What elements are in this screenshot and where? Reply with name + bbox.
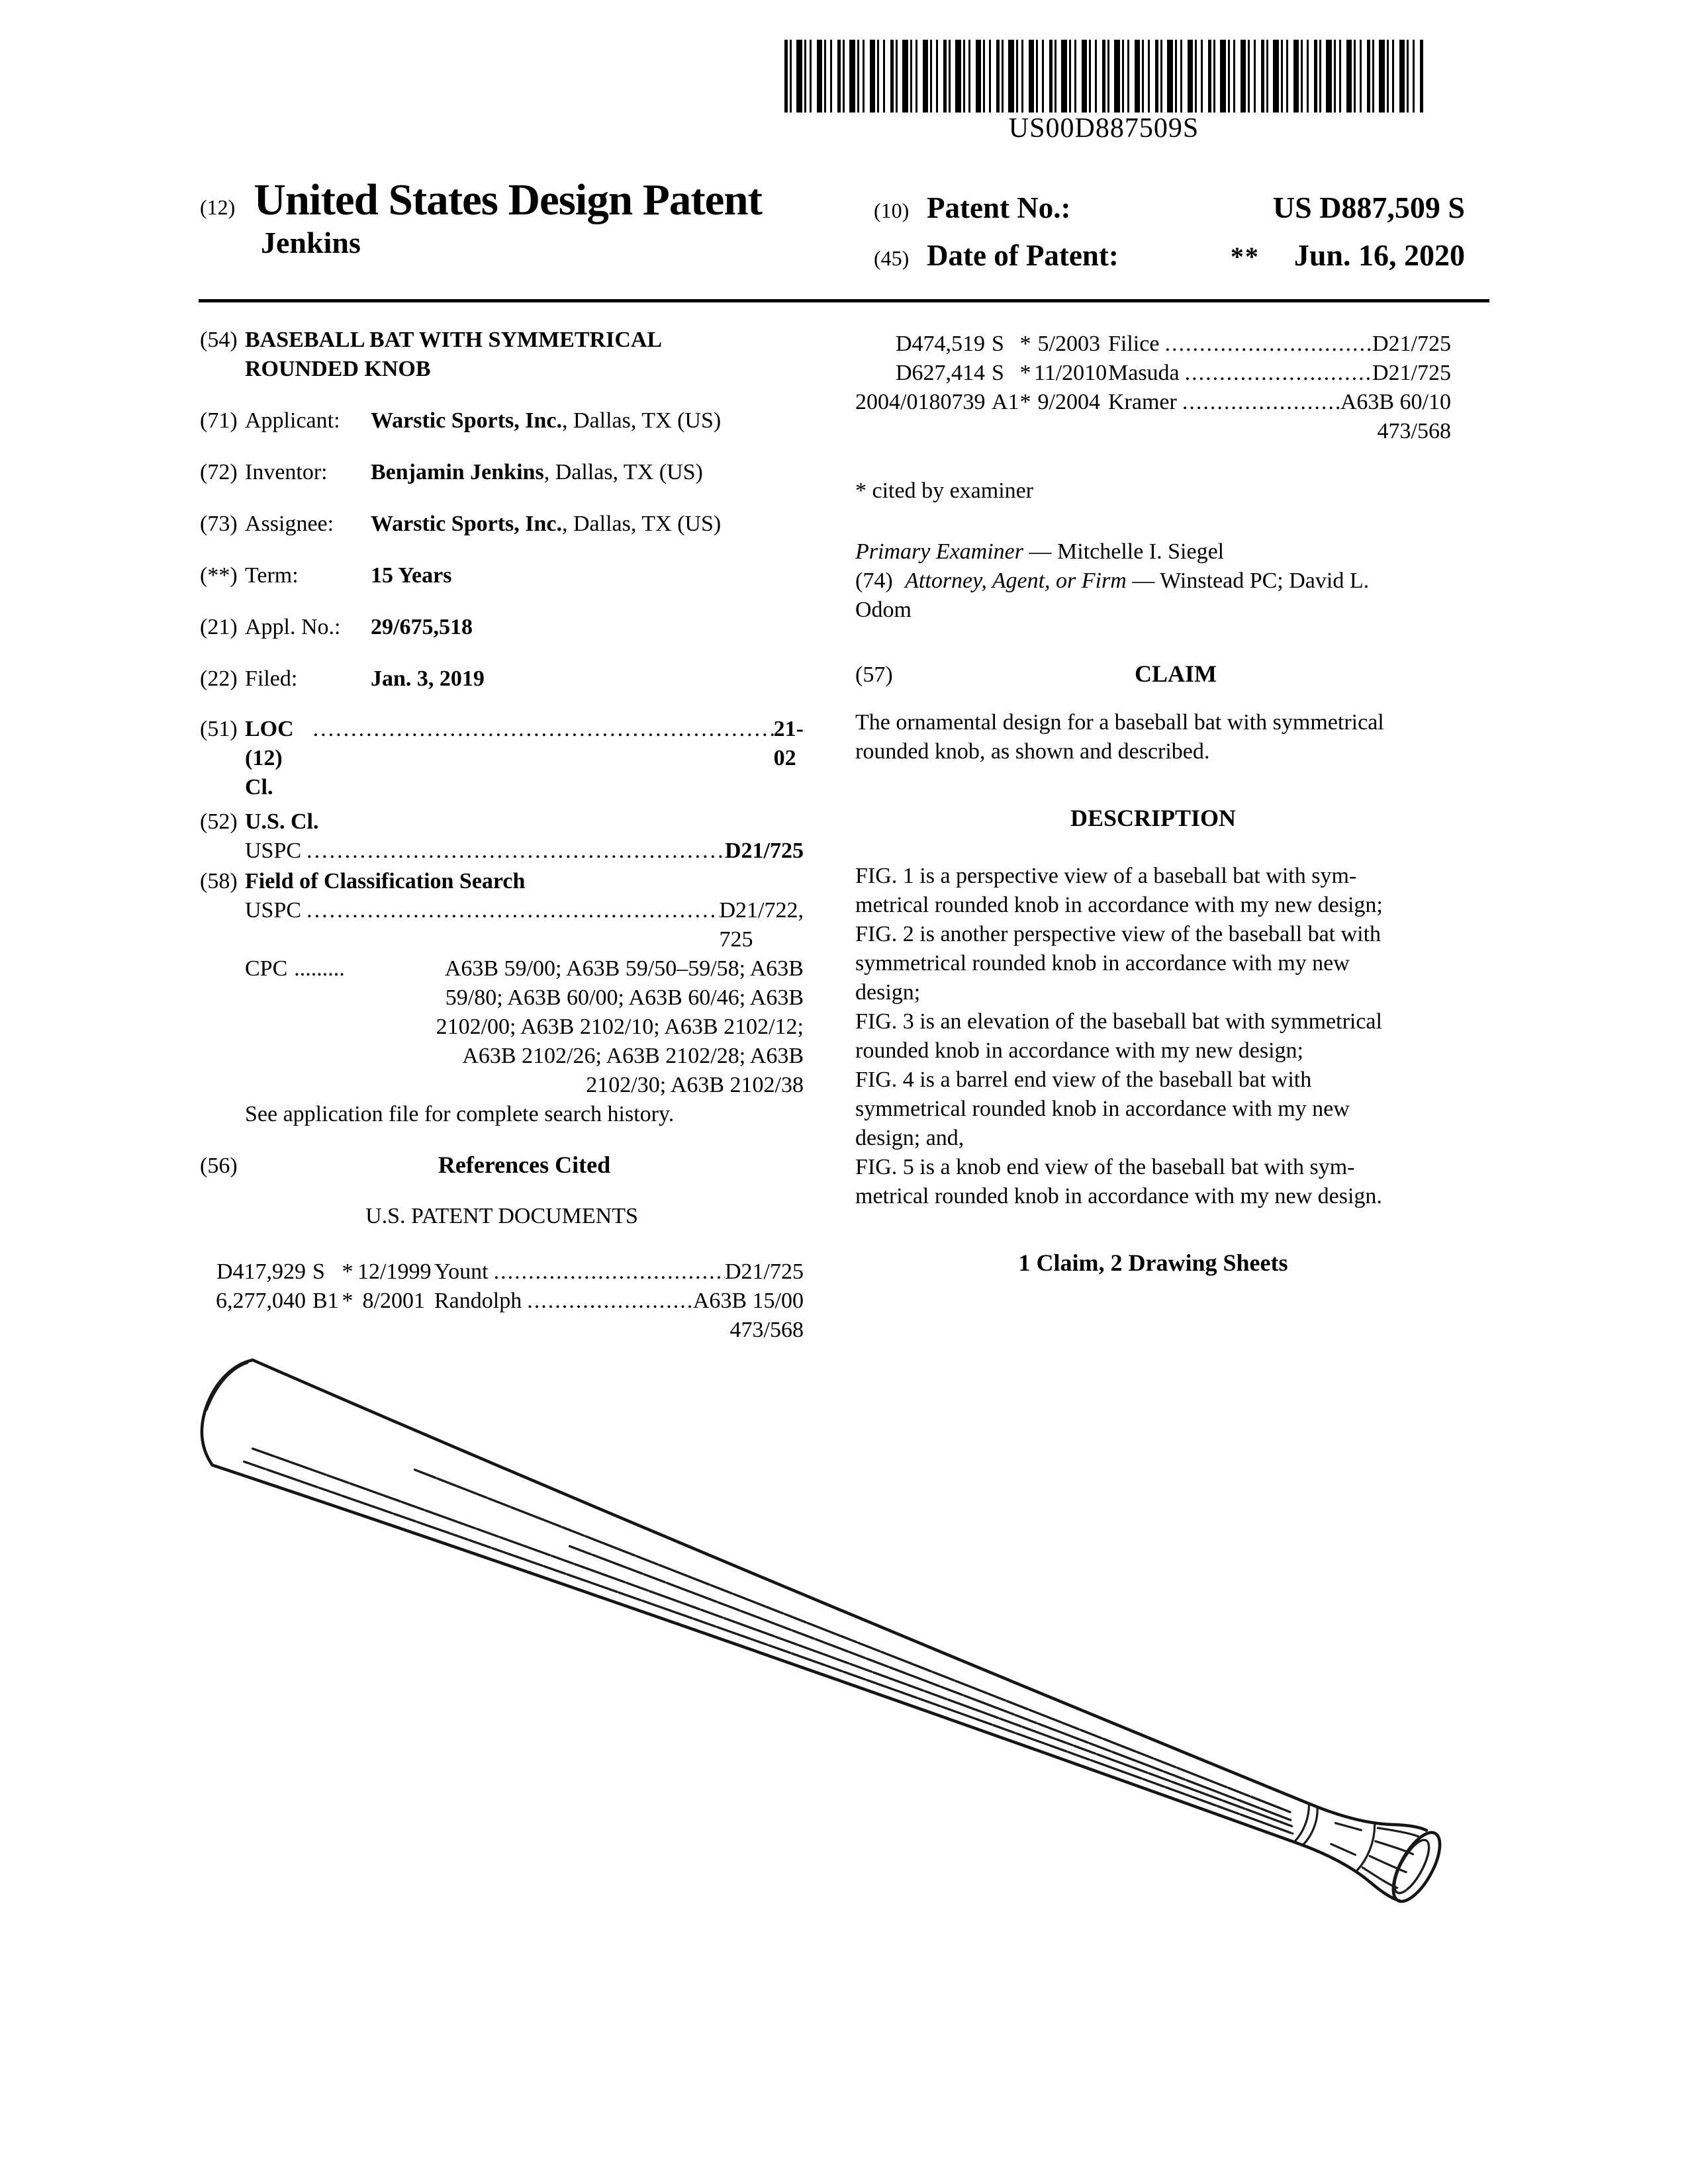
attorney-ins-code: (74) — [855, 569, 893, 593]
bat-contour-line — [570, 1544, 1291, 1823]
right-column — [855, 330, 1451, 1277]
bat-top-edge — [240, 1360, 1323, 1804]
field-assignee: (73) Assignee: Warstic Sports, Inc., Dallas, TX (US) — [200, 510, 804, 539]
inventor-label: Inventor: — [245, 460, 328, 484]
header-divider — [199, 299, 1489, 302]
bat-grain-mark — [1331, 1844, 1356, 1854]
filed-label: Filed: — [245, 666, 298, 691]
term-value: 15 Years — [371, 563, 452, 588]
cited-by-examiner-note: * cited by examiner — [855, 478, 1034, 503]
dot-leader — [301, 896, 719, 925]
cpc-continuation: 59/80; A63B 60/00; A63B 60/46; A63B 2102/00; A63B 2102/10; A63B 2102/12; A63B 2102/26; A63B 2102/28; A63B 2102/30; A63B 2102/38 — [436, 985, 804, 1097]
field-search-label: Field of Classification Search — [245, 869, 526, 893]
field-title: (54) BASEBALL BAT WITH SYMMETRICAL ROUNDED KNOB — [200, 326, 804, 384]
barcode-number: US00D887509S — [1008, 113, 1199, 144]
primary-examiner-label: Primary Examiner — [855, 539, 1024, 564]
date-of-patent-label: Date of Patent: — [927, 239, 1119, 272]
bat-contour-line — [412, 1470, 1292, 1812]
uspc-label: USPC — [245, 839, 302, 863]
assignee-name: Warstic Sports, Inc. — [371, 512, 562, 536]
dot-leader — [301, 837, 725, 866]
citation-row: D627,414 S * 11/2010 Masuda ..... D21/725 — [855, 359, 1451, 388]
dot-leader — [1159, 330, 1372, 359]
field-term: (**) Term: 15 Years — [200, 561, 804, 590]
citation-row: D417,929 S * 12/1999 Yount ..... D21/725 — [200, 1257, 804, 1287]
field-loc-class: (51) LOC (12) Cl. ..... 21-02 — [200, 715, 804, 802]
description-heading: DESCRIPTION — [1070, 805, 1237, 831]
claim-section: (57) CLAIM — [855, 659, 1451, 690]
bat-contour-line — [253, 1430, 1292, 1844]
dot-leader — [1177, 388, 1340, 417]
us-cl-label: U.S. Cl. — [245, 809, 319, 834]
description-text: FIG. 1 is a perspective view of a baseball bat with sym- metrical rounded knob in accordance with my new design; FIG. 2 is another perspective view of the baseball bat with symmetrical rounded knob in accordance with my new design; FIG. 3 is an elevation of the baseball bat with symmetrical rounded knob in accordance with my new design; FIG. 4 is a barrel end view of the baseball bat with symmetrical rounded knob in accordance with my new design; and, FIG. 5 is a knob end view of the baseball bat with sym- metrical rounded knob in accordance with my new design. — [855, 864, 1383, 1208]
term-label: Term: — [245, 563, 299, 588]
patent-no-label: Patent No.: — [927, 191, 1071, 224]
primary-examiner-name: — Mitchelle I. Siegel — [1029, 539, 1225, 564]
citation-continuation: 473/568 — [1377, 419, 1451, 443]
citation-row: D474,519 S * 5/2003 Filice ..... D21/725 — [855, 330, 1451, 359]
inventor-surname: Jenkins — [261, 226, 361, 259]
baseball-bat-perspective-svg — [199, 1310, 1489, 1979]
filed-value: Jan. 3, 2019 — [371, 666, 485, 691]
field-filed: (22) Filed: Jan. 3, 2019 — [200, 664, 804, 694]
field-inventor: (72) Inventor: Benjamin Jenkins, Dallas, TX (US) — [200, 458, 804, 487]
inventor-location: , Dallas, TX (US) — [543, 460, 703, 484]
assignee-label: Assignee: — [245, 512, 334, 536]
uspc-value: D21/725 — [725, 839, 804, 863]
date-ins-code: (45) — [874, 246, 910, 270]
patent-no-ins-code: (10) — [874, 199, 910, 222]
citation-row: 2004/0180739 A1 * 9/2004 Kramer ..... A63B 60/10 — [855, 388, 1451, 417]
field-uspc-label: USPC — [245, 898, 302, 923]
attorney-label: Attorney, Agent, or Firm — [905, 569, 1127, 593]
figure-bat-drawing — [199, 1310, 1489, 1979]
applicant-label: Applicant: — [245, 408, 340, 433]
bat-knob-top — [1311, 1788, 1427, 1846]
header-left — [200, 175, 862, 259]
field-appl-no: (21) Appl. No.: 29/675,518 — [200, 613, 804, 642]
bat-handle-ring — [1303, 1807, 1321, 1846]
applicant-name: Warstic Sports, Inc. — [371, 408, 562, 433]
inventor-name: Benjamin Jenkins — [371, 460, 544, 484]
kind-code-number: (12) — [200, 195, 236, 219]
references-cited-heading: References Cited — [438, 1152, 611, 1178]
field-applicant: (71) Applicant: Warstic Sports, Inc., Dallas, TX (US) — [200, 406, 804, 435]
invention-title: BASEBALL BAT WITH SYMMETRICAL ROUNDED KNOB — [245, 328, 663, 381]
citation-row: 6,277,040 B1 * 8/2001 Randolph ..... A63B 15/00 — [200, 1287, 804, 1316]
field-uspc-value: D21/722, 725 — [719, 898, 804, 952]
us-patent-documents-heading: U.S. PATENT DOCUMENTS — [365, 1204, 638, 1228]
left-column — [200, 326, 804, 1345]
field-classification-search: (58) Field of Classification Search USPC ..... D21/722, 725 CPC ......... A63B 59/00; A63B 59/50–59/58; A63B 59/80; A63B 60/00; A63B 60/46; A63B 2102/00; A63B 2102/10; A63B 2102/12; A63B 2102/26; A63B 2102/28; A63B 2102/30; A63B 2102/38 See application file for complete search history. — [200, 867, 804, 1129]
citation-continuation: 473/568 — [729, 1318, 804, 1342]
attorney-name: — Winstead PC; David L. Odom — [855, 569, 1370, 622]
primary-examiner-line — [855, 537, 1451, 567]
bat-barrel-cap-inner — [207, 1355, 247, 1418]
term-extension-stars: ** — [1230, 242, 1260, 271]
barcode-image — [784, 40, 1423, 113]
search-history-note: See application file for complete search history. — [245, 1102, 675, 1126]
dot-leader — [489, 1257, 725, 1287]
bat-grain-mark — [1336, 1821, 1362, 1833]
bat-knob-ring — [1357, 1825, 1379, 1872]
field-references: (56) References Cited — [200, 1150, 804, 1181]
header-right — [874, 193, 1465, 289]
attorney-line — [855, 567, 1451, 625]
bat-bottom-edge — [212, 1432, 1296, 1876]
patent-no-value: US D887,509 S — [1272, 191, 1465, 224]
appl-no-label: Appl. No.: — [245, 615, 341, 639]
assignee-location: , Dallas, TX (US) — [562, 512, 722, 536]
cpc-line1: A63B 59/00; A63B 59/50–59/58; A63B — [444, 956, 804, 981]
loc-value: 21-02 — [773, 717, 804, 770]
cpc-label: CPC — [245, 956, 288, 981]
claim-heading: CLAIM — [1135, 660, 1217, 687]
document-type-title: United States Design Patent — [254, 175, 762, 224]
loc-label: LOC (12) Cl. — [245, 717, 294, 799]
bat-contour-line — [244, 1435, 1293, 1860]
applicant-location: , Dallas, TX (US) — [562, 408, 722, 433]
dot-leader — [1180, 359, 1372, 388]
claims-sheets-note: 1 Claim, 2 Drawing Sheets — [1018, 1250, 1288, 1276]
appl-no-value: 29/675,518 — [371, 615, 473, 639]
cpc-dots: ......... — [294, 956, 345, 981]
dot-leader — [308, 715, 774, 744]
claim-text: The ornamental design for a baseball bat with symmetrical rounded knob, as shown and described. — [855, 710, 1384, 764]
date-of-patent-value: Jun. 16, 2020 — [1293, 238, 1465, 272]
field-us-class: (52) U.S. Cl. USPC ..... D21/725 — [200, 807, 804, 866]
